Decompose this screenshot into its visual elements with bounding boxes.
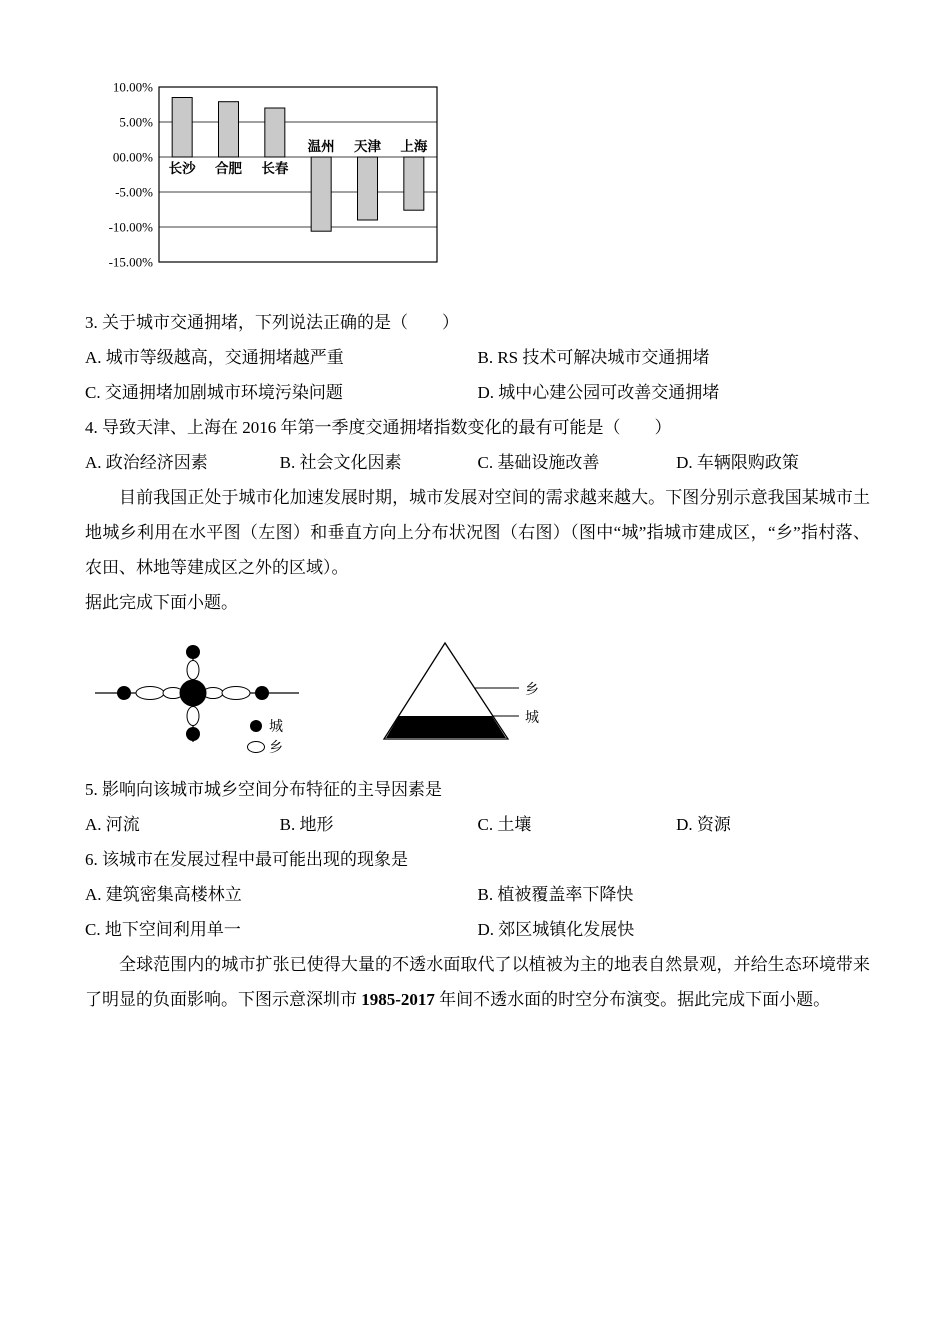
figures-row: [93, 636, 870, 758]
question-4-options: [85, 445, 870, 480]
rural-ellipse-west-outer: [136, 687, 164, 700]
question-5-options: [85, 807, 870, 842]
svg-text:上海: 上海: [400, 139, 428, 154]
rural-ellipse-north: [187, 661, 199, 680]
passage-2-text-end: 年间不透水面的时空分布演变。据此完成下面小题。: [434, 990, 831, 1009]
question-5-option-b: B. 地形: [279, 815, 334, 834]
question-4-stem: 4. 导致天津、上海在 2016 年第一季度交通拥堵指数变化的最有可能是（ ）: [85, 418, 672, 437]
question-6-option-d: D. 郊区城镇化发展快: [477, 920, 635, 939]
question-5: [85, 772, 870, 842]
svg-text:合肥: 合肥: [215, 161, 242, 176]
question-3-options: [85, 340, 870, 410]
question-3-option-d: D. 城中心建公园可改善交通拥堵: [477, 383, 720, 402]
city-band: [386, 716, 506, 738]
chart-figure: [97, 78, 870, 283]
question-5-option-a: A. 河流: [85, 815, 140, 834]
question-4-option-a: A. 政治经济因素: [85, 453, 208, 472]
svg-text:5.00%: 5.00%: [119, 114, 153, 130]
passage-2-years: 1985-2017: [361, 990, 435, 1009]
city-center-circle: [180, 680, 207, 707]
question-3-option-a: A. 城市等级越高，交通拥堵越严重: [85, 348, 344, 367]
question-6-stem: 6. 该城市在发展过程中最可能出现的现象是: [85, 850, 408, 869]
passage-2-text-start: 全球范围内的城市扩张已使得大量的不透水面取代了以植被为主的地表自然景观，并给生态环境带来了明显的负面影响。下图示意深圳市: [85, 955, 870, 1009]
rural-ellipse-east-outer: [222, 687, 250, 700]
triangle-rural-label: 乡: [525, 683, 539, 698]
city-circle-west: [117, 686, 131, 700]
question-5-option-c: C. 土壤: [477, 815, 532, 834]
svg-text:长沙: 长沙: [168, 161, 196, 176]
legend-city-symbol: [250, 720, 262, 732]
question-5-stem: 5. 影响向该城市城乡空间分布特征的主导因素是: [85, 780, 442, 799]
city-circle-north: [186, 645, 200, 659]
question-6: [85, 842, 870, 947]
legend-rural-symbol: [248, 742, 265, 753]
triangle-city-label: 城: [525, 711, 539, 726]
question-6-option-c: C. 地下空间利用单一: [85, 920, 241, 939]
svg-text:-10.00%: -10.00%: [108, 219, 153, 235]
question-3-stem: 3. 关于城市交通拥堵，下列说法正确的是（ ）: [85, 313, 459, 332]
question-5-option-d: D. 资源: [676, 815, 731, 834]
question-4: [85, 410, 870, 480]
question-4-option-d: D. 车辆限购政策: [676, 453, 799, 472]
svg-text:10.00%: 10.00%: [112, 79, 153, 95]
question-4-option-c: C. 基础设施改善: [477, 453, 600, 472]
svg-text:-5.00%: -5.00%: [115, 184, 153, 200]
legend-rural-label: 乡: [269, 741, 283, 756]
horizontal-distribution-figure: [93, 636, 323, 758]
vertical-distribution-figure: [379, 636, 549, 758]
question-3-option-b: B. RS 技术可解决城市交通拥堵: [477, 348, 710, 367]
passage-2: [85, 947, 870, 1017]
city-circle-east: [255, 686, 269, 700]
question-4-option-b: B. 社会文化因素: [279, 453, 402, 472]
legend-city-label: 城: [269, 720, 283, 735]
svg-text:00.00%: 00.00%: [112, 149, 153, 165]
passage-1-lead: 据此完成下面小题。: [85, 593, 238, 612]
question-6-option-a: A. 建筑密集高楼林立: [85, 885, 242, 904]
congestion-index-bar-chart: [97, 78, 459, 278]
svg-text:长春: 长春: [261, 161, 289, 176]
city-circle-south: [186, 727, 200, 741]
question-6-option-b: B. 植被覆盖率下降快: [477, 885, 634, 904]
svg-text:-15.00%: -15.00%: [108, 254, 153, 270]
question-3-option-c: C. 交通拥堵加剧城市环境污染问题: [85, 383, 343, 402]
svg-text:天津: 天津: [354, 139, 381, 154]
svg-text:温州: 温州: [307, 139, 335, 154]
question-3: [85, 305, 870, 410]
rural-ellipse-south: [187, 707, 199, 726]
passage-1: 目前我国正处于城市化加速发展时期，城市发展对空间的需求越来越大。下图分别示意我国某城市土地城乡利用在水平图（左图）和垂直方向上分布状况图（右图）（图中“城”指城市建成区，“乡”指村落、农田、林地等建成区之外的区域）。: [85, 488, 870, 577]
question-6-options: [85, 877, 870, 947]
